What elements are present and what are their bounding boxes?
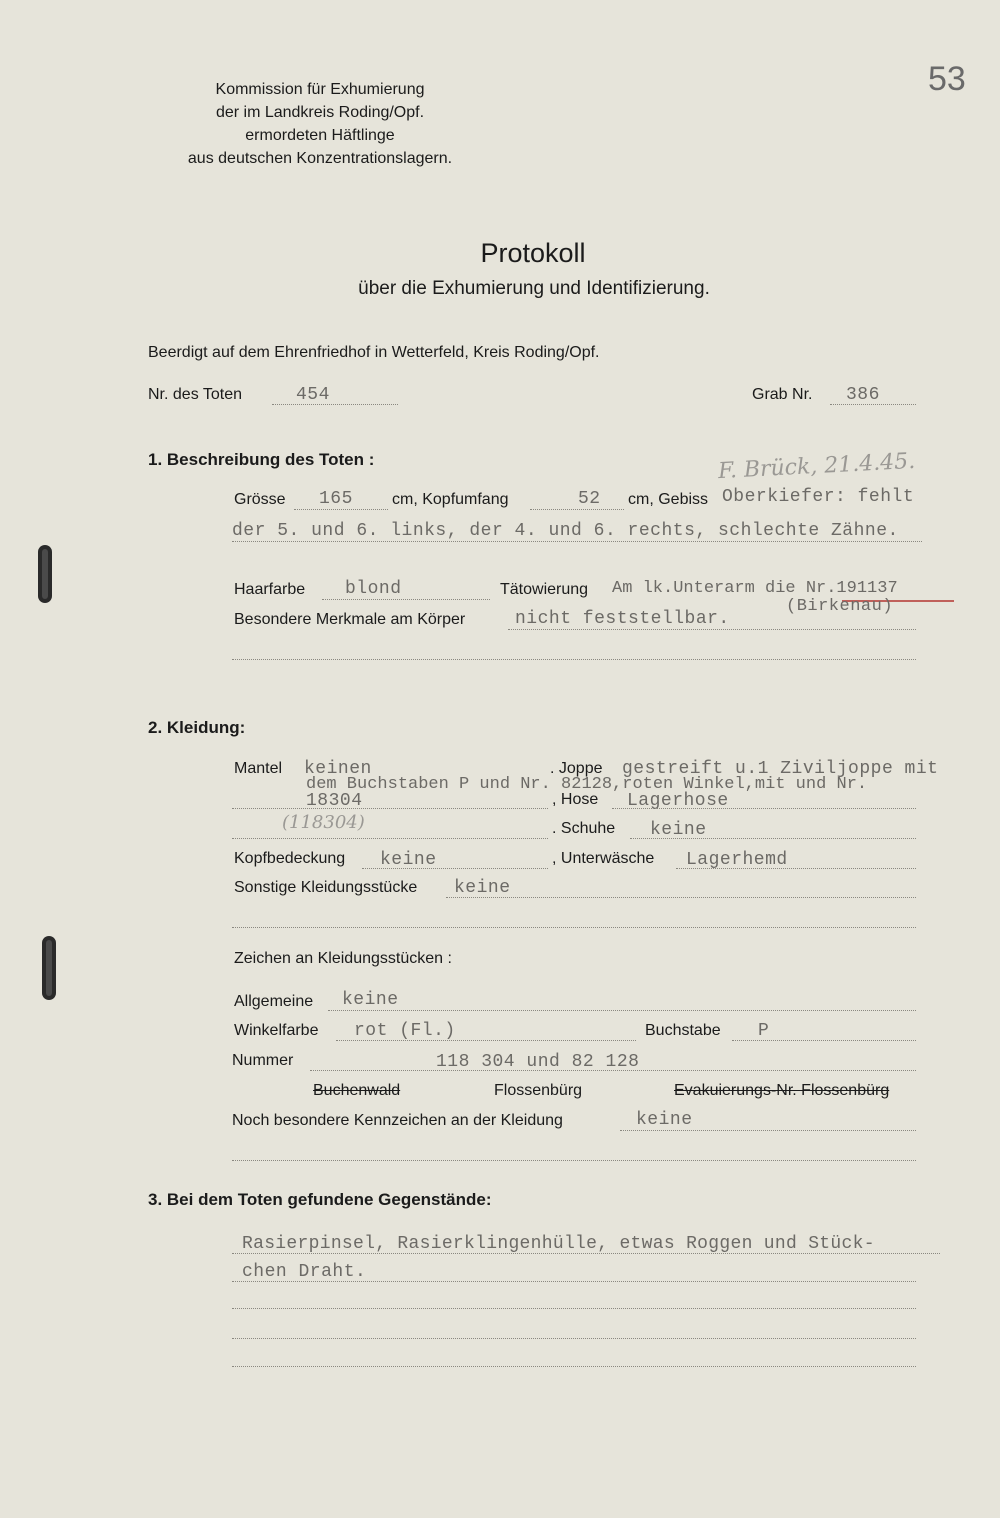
coat-value: keinen: [304, 759, 372, 779]
height-value: 165: [319, 489, 353, 509]
handwritten-prisoner-number: (118304): [282, 812, 365, 833]
head-circumference-label: cm, Kopfumfang: [392, 491, 509, 508]
teeth-value-continued: der 5. und 6. links, der 4. und 6. rechts, schlechte Zähne.: [232, 521, 899, 541]
hair-color-value: blond: [345, 579, 402, 599]
body-marks-label: Besondere Merkmale am Körper: [234, 611, 466, 628]
triangle-color-label: Winkelfarbe: [234, 1022, 319, 1039]
found-items-line-2: chen Draht.: [242, 1262, 367, 1282]
evacuation-number: Evakuierungs-Nr. Flossenbürg: [674, 1082, 890, 1099]
header-line-3: ermordeten Häftlinge: [245, 127, 395, 144]
found-items-line-1: Rasierpinsel, Rasierklingenhülle, etwas Roggen und Stück-: [242, 1234, 875, 1254]
triangle-color-value: rot (Fl.): [354, 1021, 456, 1041]
coat-label: Mantel: [234, 760, 283, 777]
jacket-value-number: 18304: [306, 791, 363, 811]
teeth-label: cm, Gebiss: [628, 491, 709, 508]
shoes-value: keine: [650, 820, 707, 840]
other-clothing-label: Sonstige Kleidungsstücke: [234, 879, 418, 896]
tattoo-value-camp: (Birkenau): [786, 597, 894, 616]
dead-number-value: 454: [296, 385, 330, 405]
tattoo-value: Am lk.Unterarm die Nr.191137: [612, 579, 898, 598]
header-line-2: der im Landkreis Roding/Opf.: [215, 104, 425, 121]
section-2-heading: 2. Kleidung:: [148, 718, 246, 737]
trousers-value: Lagerhose: [627, 791, 729, 811]
page-title: Protokoll: [480, 238, 586, 268]
general-value: keine: [342, 990, 399, 1010]
jacket-value: gestreift u.1 Ziviljoppe mit: [622, 759, 939, 779]
jacket-value-continued: dem Buchstaben P und Nr. 82128,roten Winkel,mit und Nr.: [306, 775, 868, 794]
special-marks-label: Noch besondere Kennzeichen an der Kleidung: [232, 1112, 563, 1129]
hair-color-label: Haarfarbe: [234, 581, 306, 598]
special-marks-value: keine: [636, 1110, 693, 1130]
general-label: Allgemeine: [234, 993, 314, 1010]
letter-label: Buchstabe: [645, 1022, 721, 1039]
shoes-label: . Schuhe: [552, 820, 616, 837]
page-number: 53: [928, 60, 966, 98]
section-3-heading: 3. Bei dem Toten gefundene Gegenstände:: [148, 1190, 492, 1209]
camp-buchenwald: Buchenwald: [313, 1082, 401, 1099]
other-clothing-value: keine: [454, 878, 511, 898]
handwritten-signature-note: F. Brück, 21.4.45.: [717, 448, 916, 485]
body-marks-value: nicht feststellbar.: [515, 609, 730, 629]
teeth-value: Oberkiefer: fehlt: [722, 487, 915, 507]
punch-hole-lower: [42, 936, 56, 1000]
number-label: Nummer: [232, 1052, 294, 1069]
header-line-4: aus deutschen Konzentrationslagern.: [187, 150, 453, 167]
underwear-label: , Unterwäsche: [552, 850, 655, 867]
page-subtitle: über die Exhumierung und Identifizierung.: [358, 278, 710, 299]
jacket-label: . Joppe: [550, 760, 603, 777]
camp-flossenburg: Flossenbürg: [494, 1082, 583, 1099]
clothing-marks-heading: Zeichen an Kleidungsstücken :: [234, 950, 452, 967]
trousers-label: , Hose: [552, 791, 599, 808]
punch-hole-upper: [38, 545, 52, 603]
underwear-value: Lagerhemd: [686, 850, 788, 870]
number-value: 118 304 und 82 128: [436, 1052, 640, 1072]
head-circumference-value: 52: [578, 489, 601, 509]
section-1-heading: 1. Beschreibung des Toten :: [148, 450, 375, 469]
height-label: Grösse: [234, 491, 286, 508]
header-line-1: Kommission für Exhumierung: [215, 81, 425, 98]
header-block: [160, 78, 480, 170]
letter-value: P: [758, 1021, 770, 1041]
dead-number-label: Nr. des Toten: [148, 386, 242, 403]
headwear-label: Kopfbedeckung: [234, 850, 346, 867]
burial-line: Beerdigt auf dem Ehrenfriedhof in Wetterfeld, Kreis Roding/Opf.: [148, 344, 600, 361]
grave-number-label: Grab Nr.: [752, 386, 813, 403]
headwear-value: keine: [380, 850, 437, 870]
grave-number-value: 386: [846, 385, 880, 405]
tattoo-label: Tätowierung: [500, 581, 589, 598]
